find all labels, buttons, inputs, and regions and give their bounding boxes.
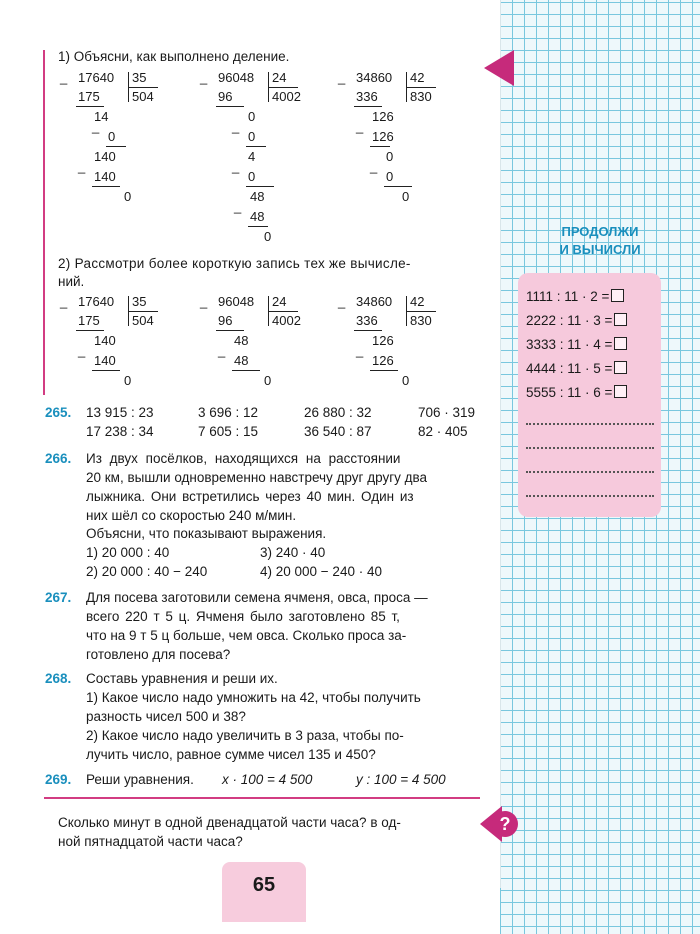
answer-box[interactable] xyxy=(614,313,627,326)
task-267-number: 267. xyxy=(45,590,72,605)
step-value: 140 xyxy=(94,149,116,164)
dividend: 96048 xyxy=(218,70,255,85)
dotted-line xyxy=(526,495,654,497)
task-266-expr-4: 4) 20 000 − 240 · 40 xyxy=(260,564,382,579)
step-value: 126 xyxy=(372,333,394,348)
divisor: 42 xyxy=(410,70,425,85)
task-266-question: Объясни, что показывают выражения. xyxy=(86,526,327,541)
task-266-line: 20 км, вышли одновременно навстречу друг другу два xyxy=(86,470,428,485)
dividend: 34860 xyxy=(356,70,393,85)
step-value: 48 xyxy=(234,353,249,368)
section-divider xyxy=(44,797,480,799)
quotient: 4002 xyxy=(272,313,301,328)
step-value: 140 xyxy=(94,353,116,368)
quotient: 504 xyxy=(132,313,154,328)
minus-sign: _ xyxy=(78,343,86,358)
quotient: 4002 xyxy=(272,89,301,104)
sidebar-calc-box xyxy=(518,273,661,517)
task-269-label: Реши уравнения. xyxy=(86,772,194,787)
answer-box[interactable] xyxy=(614,361,627,374)
step-value: 126 xyxy=(372,129,394,144)
task-268-line: 2) Какое число надо увеличить в 3 раза, чтобы по- xyxy=(86,728,404,743)
task-266-expr-1: 1) 20 000 : 40 xyxy=(86,545,170,560)
minus-sign: _ xyxy=(338,70,346,85)
calc-row: 5555 : 11 · 6 = xyxy=(526,385,627,400)
dividend: 96048 xyxy=(218,294,255,309)
question-line2: ной пятнадцатой части часа? xyxy=(58,834,243,849)
underline xyxy=(354,330,382,331)
step-value: 0 xyxy=(402,189,410,204)
underline xyxy=(246,146,266,147)
underline xyxy=(354,106,382,107)
calc-row: 3333 : 11 · 4 = xyxy=(526,337,627,352)
step-value: 48 xyxy=(234,333,249,348)
step-value: 0 xyxy=(248,109,256,124)
task-269-eq2: y : 100 = 4 500 xyxy=(356,772,446,787)
underline xyxy=(92,370,120,371)
calc-row: 1111 : 11 · 2 = xyxy=(526,289,624,304)
step-value: 14 xyxy=(94,109,109,124)
step-value: 336 xyxy=(356,89,378,104)
task-265-r2c2: 7 605 : 15 xyxy=(198,424,259,439)
step-value: 96 xyxy=(218,313,233,328)
step-value: 175 xyxy=(78,89,100,104)
step-value: 0 xyxy=(264,229,272,244)
underline xyxy=(128,311,158,312)
underline xyxy=(232,370,260,371)
quotient: 504 xyxy=(132,89,154,104)
dividend: 34860 xyxy=(356,294,393,309)
minus-sign: _ xyxy=(234,199,242,214)
step-value: 0 xyxy=(402,373,410,388)
task-267-line: что на 9 т 5 ц больше, чем овса. Сколько проса за- xyxy=(86,628,407,643)
minus-sign: _ xyxy=(92,119,100,134)
minus-sign: _ xyxy=(356,343,364,358)
dotted-line xyxy=(526,471,654,473)
part2-instruction-line2: ний. xyxy=(58,274,85,289)
step-value: 0 xyxy=(108,129,116,144)
calc-row: 2222 : 11 · 3 = xyxy=(526,313,627,328)
section-marker-line xyxy=(43,50,45,395)
underline xyxy=(370,370,398,371)
sidebar-title: ПРОДОЛЖИ И ВЫЧИСЛИ xyxy=(559,224,641,257)
task-265-r2c4: 82 · 405 xyxy=(418,424,468,439)
task-268-line: лучить число, равное сумме чисел 135 и 450? xyxy=(86,747,376,762)
underline xyxy=(406,311,436,312)
underline xyxy=(128,87,158,88)
step-value: 48 xyxy=(250,189,265,204)
dividend: 17640 xyxy=(78,70,115,85)
underline xyxy=(92,186,120,187)
minus-sign: _ xyxy=(200,70,208,85)
dotted-line xyxy=(526,423,654,425)
task-265-r2c3: 36 540 : 87 xyxy=(304,424,372,439)
step-value: 336 xyxy=(356,313,378,328)
underline xyxy=(384,186,412,187)
answer-box[interactable] xyxy=(614,337,627,350)
underline xyxy=(106,146,126,147)
step-value: 175 xyxy=(78,313,100,328)
step-value: 96 xyxy=(218,89,233,104)
part1-instruction: 1) Объясни, как выполнено деление. xyxy=(58,49,290,64)
underline xyxy=(216,106,244,107)
part2-instruction-line1: 2) Рассмотри более короткую запись тех же вычисле- xyxy=(58,256,411,271)
task-268-line: Составь уравнения и реши их. xyxy=(86,671,278,686)
underline xyxy=(216,330,244,331)
quotient: 830 xyxy=(410,313,432,328)
step-value: 0 xyxy=(264,373,272,388)
task-267-line: готовлено для посева? xyxy=(86,647,231,662)
divisor: 35 xyxy=(132,70,147,85)
step-value: 4 xyxy=(248,149,256,164)
task-265-r2c1: 17 238 : 34 xyxy=(86,424,154,439)
task-267-line: всего 220 т 5 ц. Ячменя было заготовлено 85 т, xyxy=(86,609,400,624)
minus-sign: _ xyxy=(356,119,364,134)
step-value: 0 xyxy=(248,129,256,144)
minus-sign: _ xyxy=(78,159,86,174)
dividend: 17640 xyxy=(78,294,115,309)
underline xyxy=(370,146,390,147)
step-value: 140 xyxy=(94,169,116,184)
divisor: 35 xyxy=(132,294,147,309)
step-value: 140 xyxy=(94,333,116,348)
task-268-line: 1) Какое число надо умножить на 42, чтобы получить xyxy=(86,690,421,705)
step-value: 0 xyxy=(248,169,256,184)
dotted-line xyxy=(526,447,654,449)
answer-box[interactable] xyxy=(614,385,627,398)
question-marker-icon: ? xyxy=(480,806,516,842)
step-value: 0 xyxy=(386,169,394,184)
divisor: 24 xyxy=(272,294,287,309)
task-265-number: 265. xyxy=(45,405,72,420)
task-267-line: Для посева заготовили семена ячменя, овса, проса — xyxy=(86,590,428,605)
minus-sign: _ xyxy=(338,294,346,309)
step-value: 0 xyxy=(124,189,132,204)
step-value: 0 xyxy=(124,373,132,388)
task-265-r1c3: 26 880 : 32 xyxy=(304,405,372,420)
question-line1: Сколько минут в одной двенадцатой части часа? в од- xyxy=(58,815,401,830)
underline xyxy=(76,106,104,107)
divisor: 42 xyxy=(410,294,425,309)
minus-sign: _ xyxy=(370,159,378,174)
task-265-r1c2: 3 696 : 12 xyxy=(198,405,259,420)
minus-sign: _ xyxy=(60,294,68,309)
task-269-number: 269. xyxy=(45,772,72,787)
task-266-line: них шёл со скоростью 240 м/мин. xyxy=(86,508,297,523)
step-value: 126 xyxy=(372,353,394,368)
minus-sign: _ xyxy=(60,70,68,85)
task-266-line: Из двух посёлков, находящихся на расстоянии xyxy=(86,451,401,466)
minus-sign: _ xyxy=(232,119,240,134)
minus-sign: _ xyxy=(200,294,208,309)
task-269-eq1: x · 100 = 4 500 xyxy=(222,772,313,787)
task-268-number: 268. xyxy=(45,671,72,686)
minus-sign: _ xyxy=(218,343,226,358)
task-266-expr-3: 3) 240 · 40 xyxy=(260,545,326,560)
minus-sign: _ xyxy=(232,159,240,174)
underline xyxy=(268,311,298,312)
calc-row: 4444 : 11 · 5 = xyxy=(526,361,627,376)
quotient: 830 xyxy=(410,89,432,104)
page-number: 65 xyxy=(252,874,276,896)
underline xyxy=(246,186,274,187)
step-value: 0 xyxy=(386,149,394,164)
divisor: 24 xyxy=(272,70,287,85)
task-266-line: лыжника. Они встретились через 40 мин. Один из xyxy=(86,489,414,504)
step-value: 126 xyxy=(372,109,394,124)
task-266-expr-2: 2) 20 000 : 40 − 240 xyxy=(86,564,208,579)
underline xyxy=(248,226,268,227)
step-value: 48 xyxy=(250,209,265,224)
triangle-marker-icon xyxy=(484,50,514,86)
task-265-r1c4: 706 · 319 xyxy=(418,405,476,420)
underline xyxy=(268,87,298,88)
task-266-number: 266. xyxy=(45,451,72,466)
answer-box[interactable] xyxy=(611,289,624,302)
underline xyxy=(406,87,436,88)
task-265-r1c1: 13 915 : 23 xyxy=(86,405,154,420)
underline xyxy=(76,330,104,331)
task-268-line: разность чисел 500 и 38? xyxy=(86,709,246,724)
